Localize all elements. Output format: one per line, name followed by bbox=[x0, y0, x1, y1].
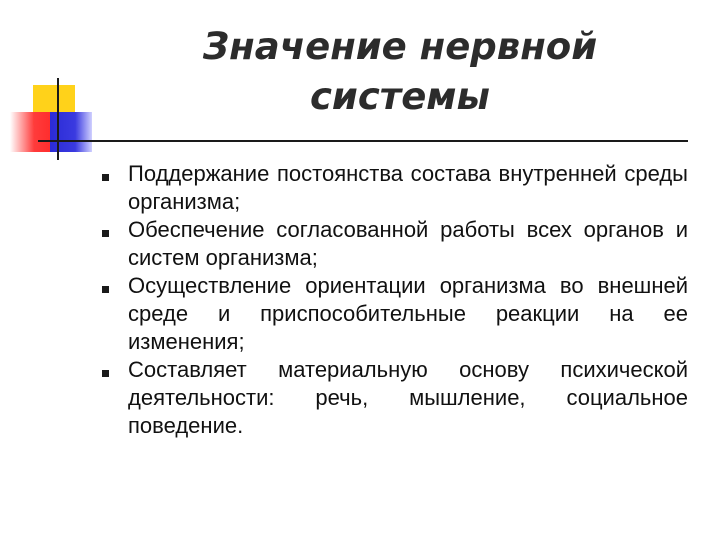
square-bullet-icon bbox=[102, 174, 109, 181]
bullet-text: Обеспечение согласованной работы всех органов и систем организма; bbox=[128, 217, 688, 270]
bullet-item bbox=[100, 272, 688, 356]
bullet-text: Составляет материальную основу психической деятельности: речь, мышление, социальное поведение. bbox=[128, 357, 688, 438]
decor-red-square bbox=[10, 112, 54, 152]
square-bullet-icon bbox=[102, 230, 109, 237]
slide-title bbox=[150, 22, 650, 122]
bullet-list bbox=[100, 160, 688, 440]
slide-title-line-1: Значение нервной bbox=[202, 25, 598, 68]
bullet-item bbox=[100, 216, 688, 272]
bullet-text: Поддержание постоянства состава внутренней среды организма; bbox=[128, 161, 688, 214]
title-underline bbox=[38, 140, 688, 142]
bullet-item bbox=[100, 356, 688, 440]
square-bullet-icon bbox=[102, 370, 109, 377]
bullet-item bbox=[100, 160, 688, 216]
slide-title-line-2: системы bbox=[309, 75, 491, 118]
square-bullet-icon bbox=[102, 286, 109, 293]
decor-vertical-line bbox=[57, 78, 59, 160]
bullet-text: Осуществление ориентации организма во внешней среде и приспособительные реакции на ее изменения; bbox=[128, 273, 688, 354]
